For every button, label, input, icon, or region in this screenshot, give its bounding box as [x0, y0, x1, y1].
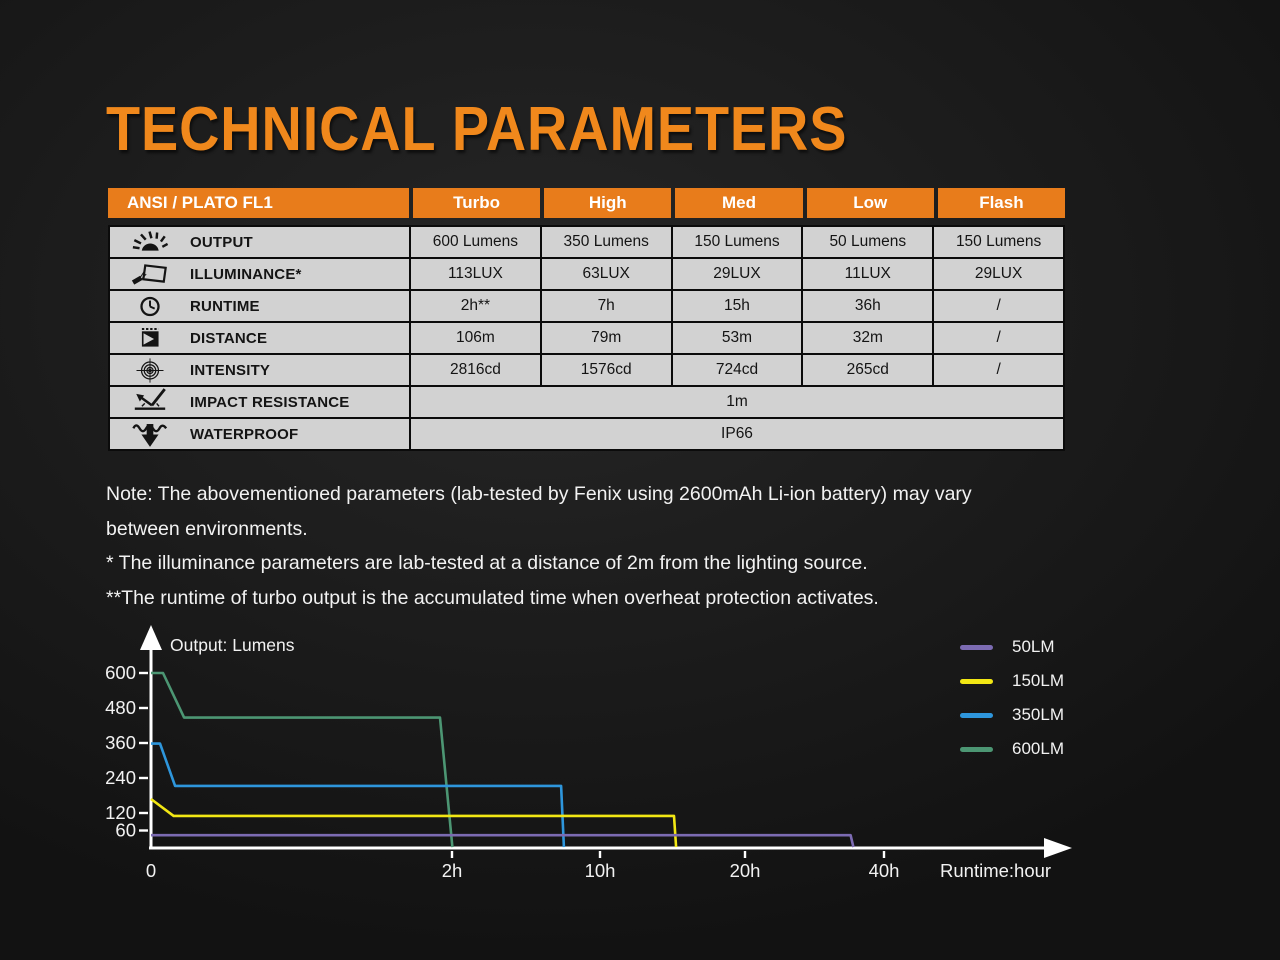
value-cell: 150 Lumens [673, 227, 802, 257]
note-line: between environments. [106, 517, 308, 540]
value-cell: 150 Lumens [934, 227, 1063, 257]
legend-swatch-600lm [960, 747, 993, 752]
value-cell: / [934, 291, 1063, 321]
value-cell: 29LUX [934, 259, 1063, 289]
x-tick-label: 10h [584, 860, 616, 881]
x-tick-label: 0 [145, 860, 157, 881]
output-icon [110, 229, 190, 256]
y-tick-label: 480 [105, 697, 136, 718]
legend-item-150lm [960, 664, 1064, 698]
row-label-text: WATERPROOF [190, 425, 299, 443]
value-cell: 53m [673, 323, 802, 353]
legend-swatch-50lm [960, 645, 993, 650]
chart-title: Output: Lumens [170, 635, 295, 655]
x-tick-label: 40h [868, 860, 900, 881]
value-cell: 600 Lumens [411, 227, 540, 257]
intensity-icon [110, 357, 190, 384]
span-value-cell: 1m [411, 387, 1063, 417]
illuminance-icon [110, 261, 190, 288]
legend-label: 600LM [1012, 739, 1064, 758]
spec-table-header [108, 188, 1065, 218]
row-label-intensity [110, 355, 409, 385]
chart-legend [960, 630, 1064, 766]
series-line-350lm [151, 744, 564, 848]
series-line-600lm [151, 673, 452, 847]
mode-header-turbo: Turbo [413, 188, 540, 218]
spec-table-body [108, 225, 1065, 451]
legend-swatch-350lm [960, 713, 993, 718]
x-axis-label: Runtime:hour [940, 860, 1052, 881]
value-cell: 2h** [411, 291, 540, 321]
legend-item-600lm [960, 732, 1064, 766]
value-cell: 79m [542, 323, 671, 353]
legend-label: 50LM [1012, 637, 1055, 656]
value-cell: 113LUX [411, 259, 540, 289]
row-label-text: INTENSITY [190, 361, 271, 379]
legend-item-50lm [960, 630, 1064, 664]
y-tick-label: 120 [105, 802, 136, 823]
y-tick-label: 600 [105, 662, 136, 683]
value-cell: 29LUX [673, 259, 802, 289]
value-cell: 106m [411, 323, 540, 353]
value-cell: / [934, 323, 1063, 353]
value-cell: / [934, 355, 1063, 385]
page-title: TECHNICAL PARAMETERS [106, 95, 848, 164]
value-cell: 36h [803, 291, 932, 321]
series-line-50lm [151, 835, 853, 847]
value-cell: 2816cd [411, 355, 540, 385]
value-cell: 1576cd [542, 355, 671, 385]
value-cell: 11LUX [803, 259, 932, 289]
value-cell: 7h [542, 291, 671, 321]
runtime-chart [80, 618, 1080, 893]
span-value-cell: IP66 [411, 419, 1063, 449]
value-cell: 15h [673, 291, 802, 321]
note-line: * The illuminance parameters are lab-tested at a distance of 2m from the lighting source. [106, 552, 868, 574]
value-cell: 63LUX [542, 259, 671, 289]
value-cell: 32m [803, 323, 932, 353]
row-label-distance [110, 323, 409, 353]
mode-header-low: Low [807, 188, 934, 218]
impact-icon [110, 388, 190, 416]
notes-block [106, 477, 1086, 615]
row-label-text: RUNTIME [190, 297, 260, 315]
value-cell: 265cd [803, 355, 932, 385]
runtime-icon [110, 293, 190, 320]
y-tick-label: 240 [105, 767, 136, 788]
note-line: **The runtime of turbo output is the accumulated time when overheat protection activates. [106, 586, 879, 609]
x-axis-arrow [1044, 838, 1072, 858]
row-label-text: ILLUMINANCE* [190, 265, 302, 283]
x-tick-label: 2h [441, 860, 463, 881]
mode-header-high: High [544, 188, 671, 218]
row-label-text: OUTPUT [190, 233, 253, 251]
value-cell: 50 Lumens [803, 227, 932, 257]
row-label-runtime [110, 291, 409, 321]
y-tick-label: 360 [105, 732, 136, 753]
mode-header-med: Med [675, 188, 802, 218]
value-cell: 350 Lumens [542, 227, 671, 257]
note-line: Note: The abovementioned parameters (lab-tested by Fenix using 2600mAh Li-ion battery) may vary [106, 483, 972, 505]
mode-header-flash: Flash [938, 188, 1065, 218]
row-label-waterproof [110, 419, 409, 449]
series-line-150lm [151, 799, 676, 847]
x-tick-label: 20h [729, 860, 761, 881]
legend-label: 350LM [1012, 705, 1064, 724]
y-tick-label: 60 [115, 819, 136, 841]
legend-item-350lm [960, 698, 1064, 732]
row-label-text: DISTANCE [190, 329, 268, 347]
legend-swatch-150lm [960, 679, 993, 684]
value-cell: 724cd [673, 355, 802, 385]
row-label-illuminance- [110, 259, 409, 289]
row-label-output [110, 227, 409, 257]
y-axis-arrow [140, 625, 162, 650]
row-label-text: IMPACT RESISTANCE [190, 393, 350, 411]
legend-label: 150LM [1012, 671, 1064, 690]
distance-icon [110, 325, 190, 352]
table-corner-header: ANSI / PLATO FL1 [108, 188, 409, 218]
row-label-impact-resistance [110, 387, 409, 417]
waterproof-icon [110, 420, 190, 448]
